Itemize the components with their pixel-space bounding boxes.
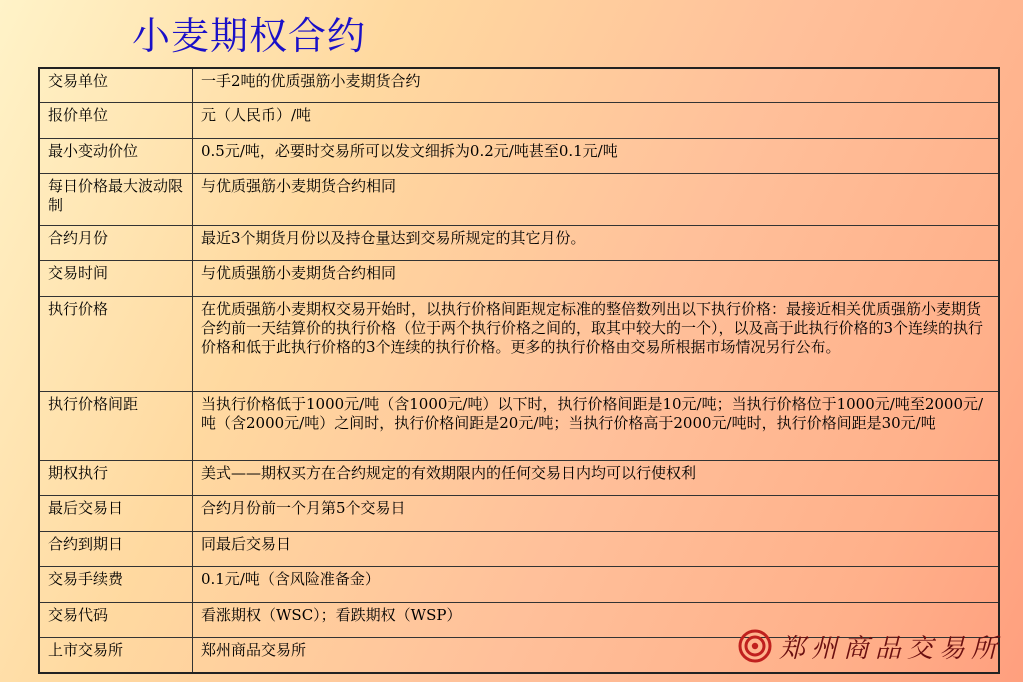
row-label: 最小变动价位 (39, 138, 193, 173)
row-value: 0.1元/吨（含风险准备金） (193, 566, 1000, 602)
row-label: 交易手续费 (39, 566, 193, 602)
row-label: 执行价格 (39, 296, 193, 391)
table-row (39, 102, 999, 138)
table-row (39, 68, 999, 102)
exchange-logo-text: 郑州商品交易所 (779, 633, 1004, 664)
table-row (39, 460, 999, 495)
table-row (39, 173, 999, 225)
table-row (39, 391, 999, 460)
row-label: 上市交易所 (39, 637, 193, 673)
row-value: 一手2吨的优质强筋小麦期货合约 (193, 68, 1000, 102)
page-title: 小麦期权合约 (132, 14, 367, 58)
row-value: 在优质强筋小麦期权交易开始时，以执行价格间距规定标准的整倍数列出以下执行价格：最接近相关优质强筋小麦期货合约前一天结算价的执行价格（位于两个执行价格之间的，取其中较大的一个），以及高于此执行价格的3个连续的执行价格和低于此执行价格的3个连续的执行价格。更多的执行价格由交易所根据市场情况另行公布。 (193, 296, 1000, 391)
row-label: 执行价格间距 (39, 391, 193, 460)
row-value: 看涨期权（WSC）；看跌期权（WSP） (193, 602, 1000, 637)
table-row (39, 495, 999, 531)
row-label: 期权执行 (39, 460, 193, 495)
table-row (39, 566, 999, 602)
row-label: 交易单位 (39, 68, 193, 102)
row-value: 当执行价格低于1000元/吨（含1000元/吨）以下时，执行价格间距是10元/吨；当执行价格位于1000元/吨至2000元/吨（含2000元/吨）之间时，执行价格间距是20元/吨；当执行价格高于2000元/吨时，执行价格间距是30元/吨 (193, 391, 1000, 460)
table-row (39, 531, 999, 566)
zce-logo-icon (737, 628, 773, 664)
row-value: 郑州商品交易所 (193, 637, 1000, 673)
row-value: 美式——期权买方在合约规定的有效期限内的任何交易日内均可以行使权利 (193, 460, 1000, 495)
table-row (39, 260, 999, 296)
row-label: 每日价格最大波动限制 (39, 173, 193, 225)
row-label: 合约月份 (39, 225, 193, 260)
row-label: 交易时间 (39, 260, 193, 296)
row-value: 合约月份前一个月第5个交易日 (193, 495, 1000, 531)
table-row (39, 296, 999, 391)
row-label: 报价单位 (39, 102, 193, 138)
row-value: 同最后交易日 (193, 531, 1000, 566)
row-label: 合约到期日 (39, 531, 193, 566)
row-label: 最后交易日 (39, 495, 193, 531)
row-value: 0.5元/吨，必要时交易所可以发文细拆为0.2元/吨甚至0.1元/吨 (193, 138, 1000, 173)
exchange-logo (737, 624, 1003, 668)
contract-spec-table (38, 67, 1000, 674)
row-label: 交易代码 (39, 602, 193, 637)
row-value: 最近3个期货月份以及持仓量达到交易所规定的其它月份。 (193, 225, 1000, 260)
row-value: 元（人民币）/吨 (193, 102, 1000, 138)
row-value: 与优质强筋小麦期货合约相同 (193, 260, 1000, 296)
row-value: 与优质强筋小麦期货合约相同 (193, 173, 1000, 225)
table-row (39, 225, 999, 260)
table-row (39, 138, 999, 173)
